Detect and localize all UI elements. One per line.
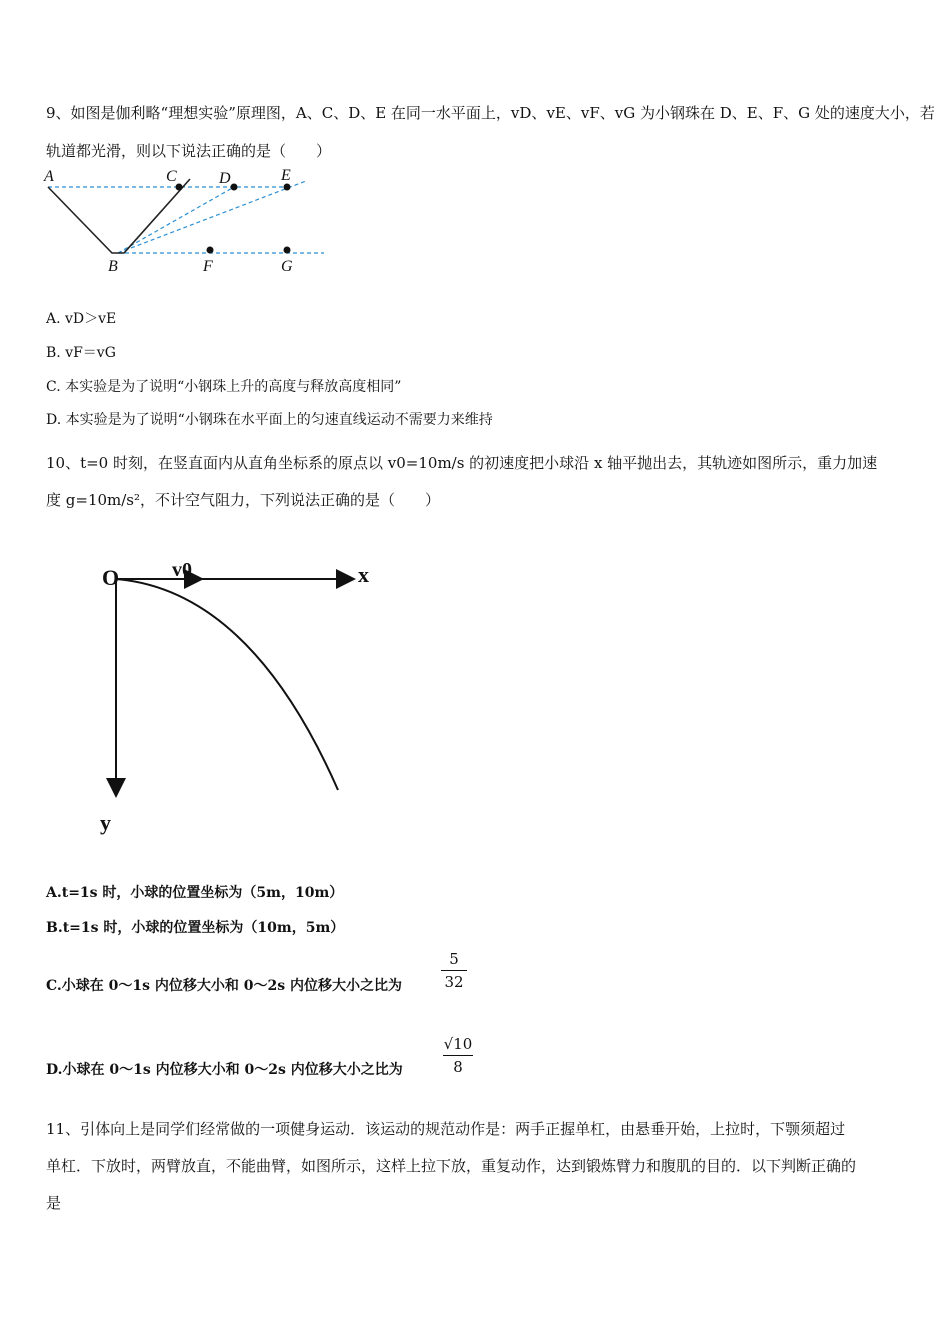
q10-fraction-c-num: 5 [449, 950, 459, 968]
q9-label-g: G [281, 258, 293, 275]
q9-track [48, 179, 190, 253]
q10-fraction-c-den: 32 [444, 973, 464, 991]
q10-label-v0: v0 [172, 559, 192, 581]
q9-label-d: D [219, 170, 231, 187]
q11-stem-line1: 11、引体向上是同学们经常做的一项健身运动．该运动的规范动作是：两手正握单杠，由悬垂开始，上拉时，下颚须超过 [46, 1120, 846, 1138]
q9-option-b: B. vF＝vG [46, 345, 116, 361]
q9-dash-bd [118, 187, 234, 253]
q10-fraction-d-den: 8 [453, 1058, 463, 1076]
q10-label-origin: O [102, 565, 120, 590]
q9-figure [40, 165, 340, 280]
q9-dot-e [284, 184, 291, 191]
q10-fraction-d [443, 1035, 473, 1076]
q9-stem-line1: 9、如图是伽利略“理想实验”原理图，A、C、D、E 在同一水平面上，vD、vE、vF、vG 为小钢珠在 D、E、F、G 处的速度大小，若 [46, 104, 935, 122]
q9-dot-f [207, 247, 214, 254]
q10-trajectory [116, 579, 338, 790]
q9-dash-be [118, 181, 306, 253]
q10-fraction-d-num: √10 [443, 1035, 473, 1053]
q10-fraction-c [441, 950, 467, 991]
q9-label-f: F [203, 258, 213, 275]
q9-option-a: A. vD＞vE [46, 311, 117, 327]
q9-stem-line2: 轨道都光滑，则以下说法正确的是（ ） [46, 142, 332, 160]
q9-label-a: A [44, 168, 54, 185]
q10-option-d: D.小球在 0～1s 内位移大小和 0～2s 内位移大小之比为 [46, 1062, 403, 1078]
q10-option-a: A.t=1s 时，小球的位置坐标为（5m，10m） [46, 885, 344, 901]
q9-label-b: B [108, 258, 118, 275]
q10-option-c: C.小球在 0～1s 内位移大小和 0～2s 内位移大小之比为 [46, 978, 402, 994]
q9-label-c: C [166, 168, 177, 185]
q10-label-y: y [100, 810, 111, 835]
q10-label-x: x [358, 562, 369, 587]
q9-label-e: E [281, 167, 291, 184]
q9-option-c: C. 本实验是为了说明“小钢珠上升的高度与释放高度相同” [46, 379, 402, 395]
q11-stem-line3: 是 [46, 1194, 62, 1212]
q10-option-b: B.t=1s 时，小球的位置坐标为（10m，5m） [46, 920, 345, 936]
q10-stem-line1: 10、t=0 时刻，在竖直面内从直角坐标系的原点以 v0=10m/s 的初速度把小球沿 x 轴平抛出去，其轨迹如图所示，重力加速 [46, 454, 878, 472]
q9-dot-d [231, 184, 238, 191]
q9-option-d: D. 本实验是为了说明“小钢珠在水平面上的匀速直线运动不需要力来维持 [46, 412, 493, 428]
q9-dot-g [284, 247, 291, 254]
q10-stem-line2: 度 g=10m/s²，不计空气阻力，下列说法正确的是（ ） [46, 491, 441, 509]
q11-stem-line2: 单杠．下放时，两臂放直，不能曲臂，如图所示，这样上拉下放，重复动作，达到锻炼臂力和腹肌的目的．以下判断正确的 [46, 1157, 857, 1175]
q10-figure [90, 550, 390, 845]
